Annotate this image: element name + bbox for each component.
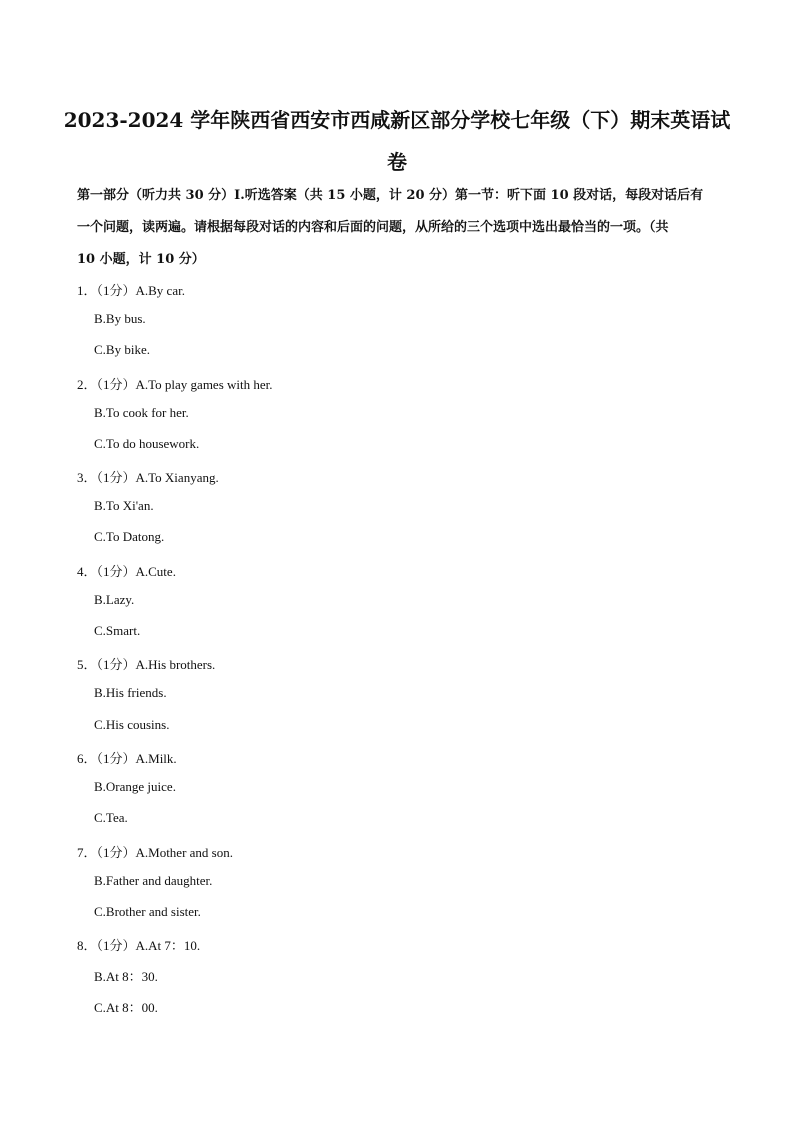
- question-3-option-b: B.To Xi'an.: [94, 498, 154, 513]
- question-6-option-b: B.Orange juice.: [94, 779, 176, 794]
- question-7-option-c: C.Brother and sister.: [94, 904, 201, 919]
- question-2-option-b: B.To cook for her.: [94, 405, 189, 420]
- question-1-option-a: 1．（1分）A.By car.: [77, 283, 185, 298]
- question-2-option-a: 2．（1分）A.To play games with her.: [77, 377, 273, 392]
- question-8-option-b: B.At 8：30.: [94, 969, 158, 984]
- page-title: 2023-2024 学年陕西省西安市西咸新区部分学校七年级（下）期末英语试: [63, 108, 731, 132]
- question-6-option-c: C.Tea.: [94, 810, 128, 825]
- question-7-option-a: 7．（1分）A.Mother and son.: [77, 845, 233, 860]
- question-5-option-a: 5．（1分）A.His brothers.: [77, 657, 216, 672]
- question-1-option-c: C.By bike.: [94, 342, 150, 357]
- section-instructions: 第一部分（听力共 30 分）I.听选答案（共 15 小题，计 20 分）第一节：听下面 10 段对话，每段对话后有: [77, 188, 704, 203]
- question-2-option-c: C.To do housework.: [94, 436, 200, 451]
- question-8-option-a: 8．（1分）A.At 7：10.: [77, 938, 201, 953]
- question-4-option-b: B.Lazy.: [94, 592, 135, 607]
- question-8-option-c: C.At 8：00.: [94, 1000, 158, 1015]
- question-7-option-b: B.Father and daughter.: [94, 873, 213, 888]
- question-4-option-a: 4．（1分）A.Cute.: [77, 564, 176, 579]
- page-title-continued: 卷: [387, 150, 407, 174]
- question-3-option-c: C.To Datong.: [94, 529, 165, 544]
- question-6-option-a: 6．（1分）A.Milk.: [77, 751, 177, 766]
- question-1-option-b: B.By bus.: [94, 311, 146, 326]
- question-5-option-c: C.His cousins.: [94, 717, 170, 732]
- question-5-option-b: B.His friends.: [94, 685, 167, 700]
- question-3-option-a: 3．（1分）A.To Xianyang.: [77, 470, 219, 485]
- section-instructions: 一个问题，读两遍。请根据每段对话的内容和后面的问题，从所给的三个选项中选出最恰当的一项。（共: [77, 220, 669, 235]
- question-4-option-c: C.Smart.: [94, 623, 141, 638]
- section-instructions: 10 小题，计 10 分）: [77, 252, 205, 267]
